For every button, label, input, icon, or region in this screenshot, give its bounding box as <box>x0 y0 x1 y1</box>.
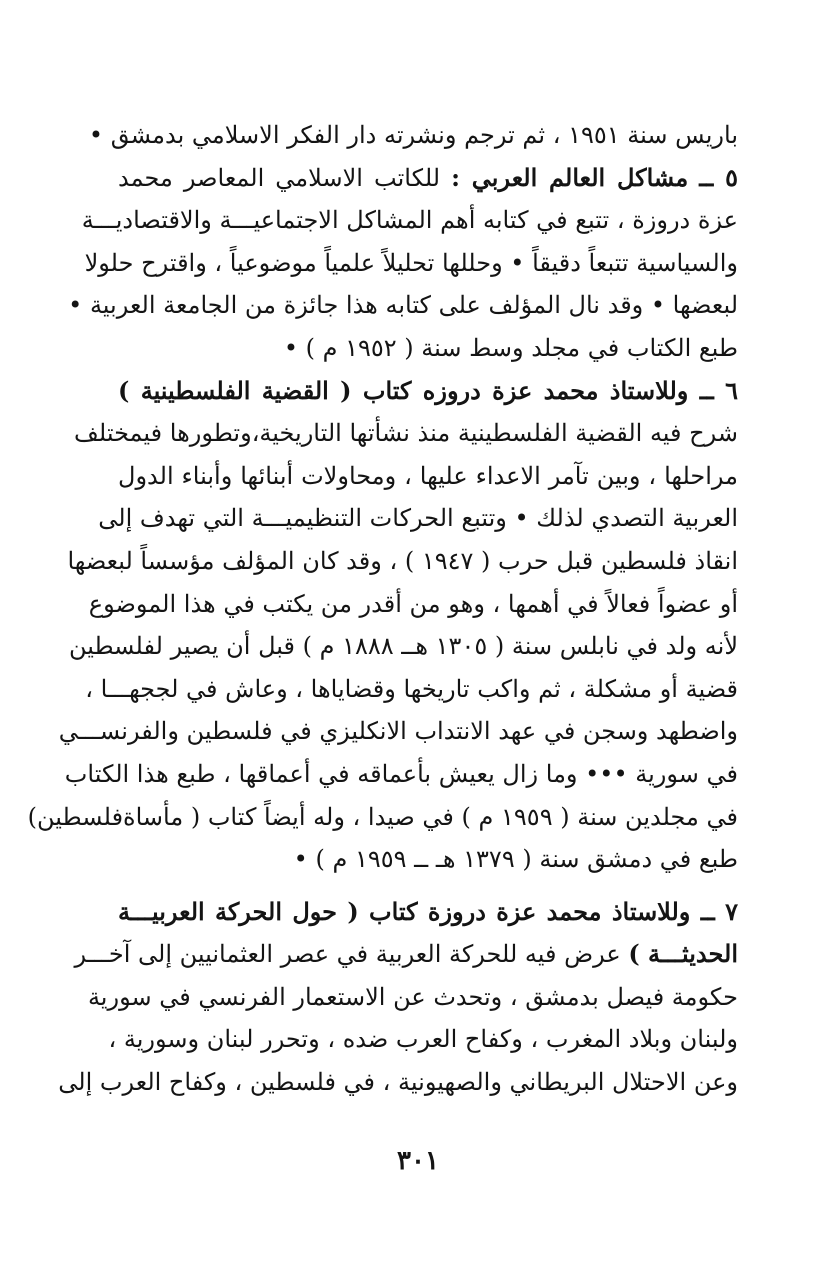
section-7-heading: ٧ ــ وللاستاذ محمد عزة دروزة كتاب ( حول الحركة العربيـــة <box>118 896 738 926</box>
text-line: واضطهد وسجن في عهد الانتداب الانكليزي في فلسطين والفرنســـي <box>58 717 738 746</box>
text-line: لبعضها • وقد نال المؤلف على كتابه هذا جائزة من الجامعة العربية • <box>68 291 738 320</box>
text-line: والسياسية تتبعاً دقيقاً • وحللها تحليلاً علمياً موضوعياً ، واقترح حلولا <box>84 248 738 277</box>
text-line: لأنه ولد في نابلس سنة ( ١٣٠٥ هــ ١٨٨٨ م ) قبل أن يصير لفلسطين <box>68 632 738 661</box>
text-line: قضية أو مشكلة ، ثم واكب تاريخها وقضاياها ، وعاش في لججهـــا ، <box>85 674 738 703</box>
section-5-number: ٥ ــ <box>699 162 738 192</box>
text-line: باريس سنة ١٩٥١ ، ثم ترجم ونشرته دار الفكر الاسلامي بدمشق • <box>88 121 738 149</box>
page-number: ٣٠١ <box>397 1146 439 1176</box>
text-line: ولبنان وبلاد المغرب ، وكفاح العرب ضده ، وتحرر لبنان وسورية ، <box>108 1025 738 1054</box>
section-5-title: مشاكل العالم العربي : <box>451 162 689 192</box>
text-line: في سورية ••• وما زال يعيش بأعماقه في أعماقها ، طبع هذا الكتاب <box>64 759 738 788</box>
text-line: طبع في دمشق سنة ( ١٣٧٩ هـ ــ ١٩٥٩ م ) • <box>293 845 738 874</box>
section-7-heading-rest: عرض فيه للحركة العربية في عصر العثمانيين إلى آخـــر <box>74 940 629 969</box>
text-line: حكومة فيصل بدمشق ، وتحدث عن الاستعمار الفرنسي في سورية <box>87 982 738 1011</box>
text-line: طبع الكتاب في مجلد وسط سنة ( ١٩٥٢ م ) • <box>283 333 738 362</box>
text-line: العربية التصدي لذلك • وتتبع الحركات التنظيميـــة التي تهدف إلى <box>98 504 738 533</box>
body-text <box>27 114 738 1104</box>
text-line: في مجلدين سنة ( ١٩٥٩ م ) في صيدا ، وله أيضاً كتاب ( مأساةفلسطين) <box>27 802 738 831</box>
section-5-heading-rest: للكاتب الاسلامي المعاصر محمد <box>118 163 452 192</box>
section-7-title-end: الحديثـــة ) <box>628 939 738 969</box>
text-line: مراحلها ، وبين تآمر الاعداء عليها ، ومحاولات أبنائها وأبناء الدول <box>118 461 738 490</box>
text-line: عزة دروزة ، تتبع في كتابه أهم المشاكل الاجتماعيـــة والاقتصاديـــة <box>81 206 738 235</box>
text-line: وعن الاحتلال البريطاني والصهيونية ، في فلسطين ، وكفاح العرب إلى <box>58 1068 738 1097</box>
section-5-heading-line <box>118 157 738 200</box>
section-7-heading-continued <box>74 933 738 976</box>
paragraph-gap <box>118 881 738 891</box>
section-6-heading: ٦ ــ وللاستاذ محمد عزة دروزه كتاب ( القضية الفلسطينية ) <box>118 375 738 405</box>
text-line: أو عضواً فعالاً في أهمها ، وهو من أقدر من يكتب في هذا الموضوع <box>88 589 738 618</box>
text-line: انقاذ فلسطين قبل حرب ( ١٩٤٧ ) ، وقد كان المؤلف مؤسساً لبعضها <box>67 546 738 575</box>
text-line: شرح فيه القضية الفلسطينية منذ نشأتها التاريخية،وتطورها فيمختلف <box>74 419 738 448</box>
